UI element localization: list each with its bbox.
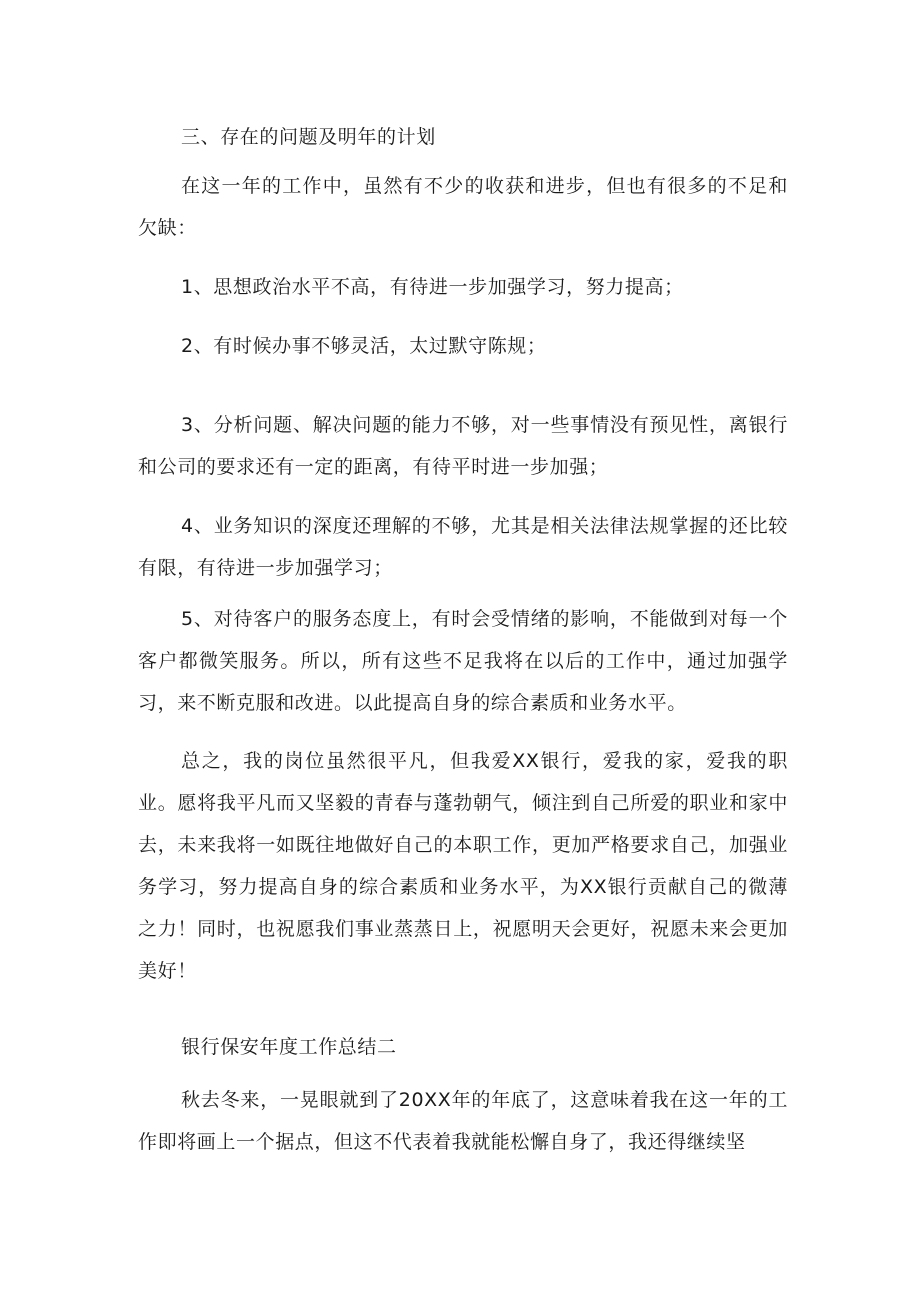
- conclusion-paragraph: 总之，我的岗位虽然很平凡，但我爱XX银行，爱我的家，爱我的职业。愿将我平凡而又坚毅的青春与蓬勃朝气，倾注到自己所爱的职业和家中去，未来我将一如既往地做好自己的本职工作，更加严格要求自己，加强业务学习，努力提高自身的综合素质和业务水平，为XX银行贡献自己的微薄之力！同时，也祝愿我们事业蒸蒸日上，祝愿明天会更好，祝愿未来会更加美好！: [138, 750, 788, 982]
- list-item: 2、有时候办事不够灵活，太过默守陈规；: [181, 335, 547, 357]
- intro-paragraph: 在这一年的工作中，虽然有不少的收获和进步，但也有很多的不足和欠缺：: [138, 175, 788, 239]
- section-title: 银行保安年度工作总结二: [181, 1036, 397, 1058]
- list-item: 5、对待客户的服务态度上，有时会受情绪的影响，不能做到对每一个客户都微笑服务。所以，所有这些不足我将在以后的工作中，通过加强学习，来不断克服和改进。以此提高自身的综合素质和业务水平。: [138, 608, 788, 714]
- list-item: 4、业务知识的深度还理解的不够，尤其是相关法律法规掌握的还比较有限，有待进一步加强学习；: [138, 515, 788, 579]
- section-heading: 三、存在的问题及明年的计划: [181, 126, 436, 148]
- list-item: 1、思想政治水平不高，有待进一步加强学习，努力提高；: [181, 276, 684, 298]
- body-paragraph: 秋去冬来，一晃眼就到了20XX年的年底了，这意味着我在这一年的工作即将画上一个据点，但这不代表着我就能松懈自身了，我还得继续坚: [138, 1089, 788, 1153]
- list-item: 3、分析问题、解决问题的能力不够，对一些事情没有预见性，离银行和公司的要求还有一定的距离，有待平时进一步加强；: [138, 414, 788, 478]
